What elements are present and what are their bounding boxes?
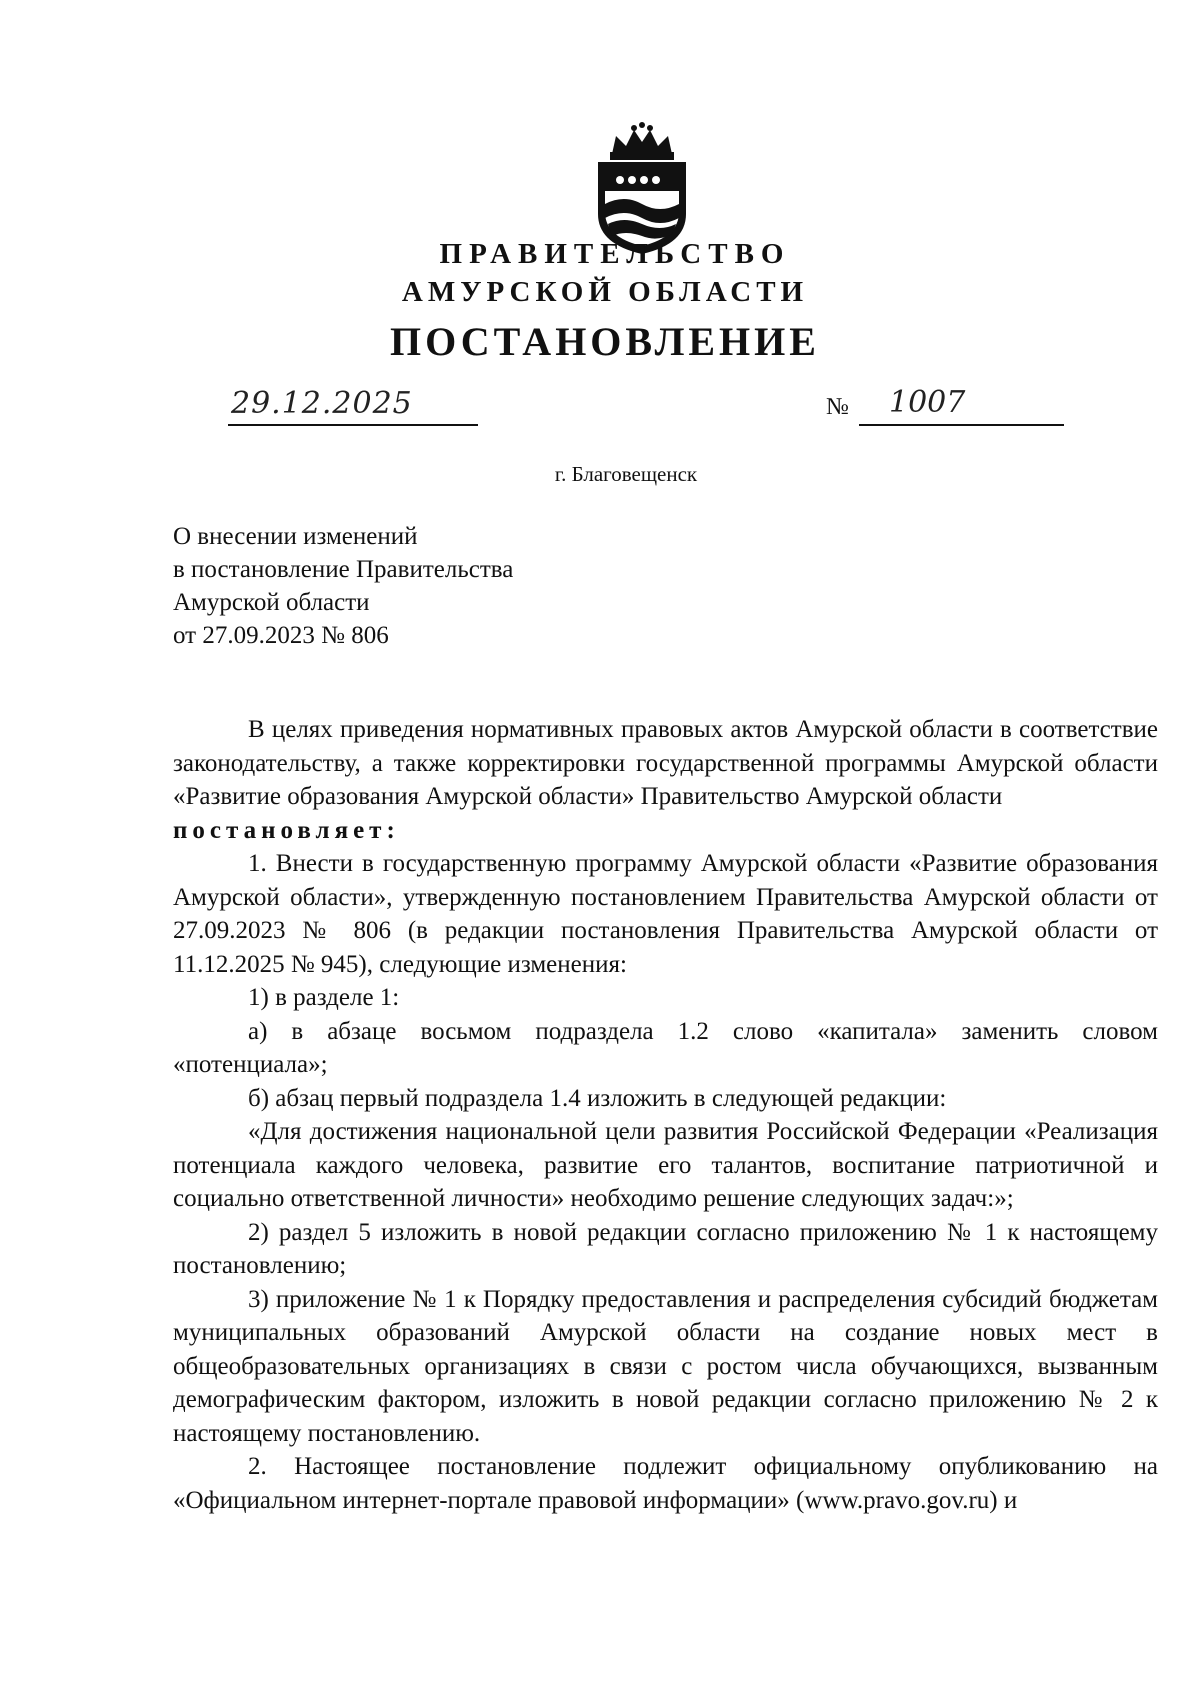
subject-line: Амурской области	[173, 589, 370, 616]
clause-1-1: 1) в разделе 1:	[248, 984, 400, 1011]
document-body	[173, 713, 1158, 1517]
document-subject	[173, 520, 513, 652]
document-number-field	[826, 385, 1066, 428]
document-type-title: ПОСТАНОВЛЕНИЕ	[390, 319, 820, 364]
handwritten-number: 1007	[889, 385, 966, 420]
city-label: г. Благовещенск	[554, 462, 698, 486]
clause-1: 1. Внести в государственную программу Амурской области «Развитие образования Амурской области», утвержденную постановлением Правительства Амурской области от 27.09.2023 № 806 (в редакции постановления Правительства Амурской области от 11.12.2025 № 945), следующие изменения:	[173, 850, 1158, 978]
subject-line: О внесении изменений	[173, 523, 418, 550]
preamble-paragraph: В целях приведения нормативных правовых актов Амурской области в соответствие законодательству, а также корректировки государственной программы Амурской области «Развитие образования Амурской области» Правительство Амурской области	[173, 716, 1158, 810]
amur-region-coat-of-arms-icon	[592, 122, 692, 257]
date-underline	[228, 424, 478, 426]
subject-line: в постановление Правительства	[173, 556, 514, 583]
clause-1-2: 2) раздел 5 изложить в новой редакции согласно приложению № 1 к настоящему постановлению;	[173, 1218, 1158, 1279]
org-name-line2: АМУРСКОЙ ОБЛАСТИ	[401, 276, 809, 308]
clause-1-3: 3) приложение № 1 к Порядку предоставления и распределения субсидий бюджетам муниципальных образований Амурской области на создание новых мест в общеобразовательных организациях в связи с ростом числа обучающихся, вызванным демографическим фактором, изложить в новой редакции согласно приложению № 2 к настоящему постановлению.	[173, 1285, 1158, 1447]
subject-line: от 27.09.2023 № 806	[173, 622, 389, 649]
handwritten-date: 29.12.2025	[231, 386, 413, 421]
number-underline	[859, 424, 1064, 426]
number-sign: №	[826, 394, 849, 420]
org-name-line1: ПРАВИТЕЛЬСТВО	[439, 238, 791, 270]
clause-1-1-b-quote: «Для достижения национальной цели развития Российской Федерации «Реализация потенциала каждого человека, развитие его талантов, воспитание патриотичной и социально ответственной личности» необходимо решение следующих задач:»;	[173, 1118, 1158, 1212]
decrees-heading: постановляет:	[173, 816, 400, 844]
clause-1-1-b: б) абзац первый подраздела 1.4 изложить в следующей редакции:	[248, 1084, 947, 1112]
clause-2: 2. Настоящее постановление подлежит официальному опубликованию на «Официальном интернет-портале правовой информации» (www.pravo.gov.ru) и	[173, 1453, 1158, 1514]
clause-1-1-a: а) в абзаце восьмом подраздела 1.2 слово «капитала» заменить словом «потенциала»;	[173, 1017, 1158, 1078]
document-date-field	[228, 388, 478, 428]
